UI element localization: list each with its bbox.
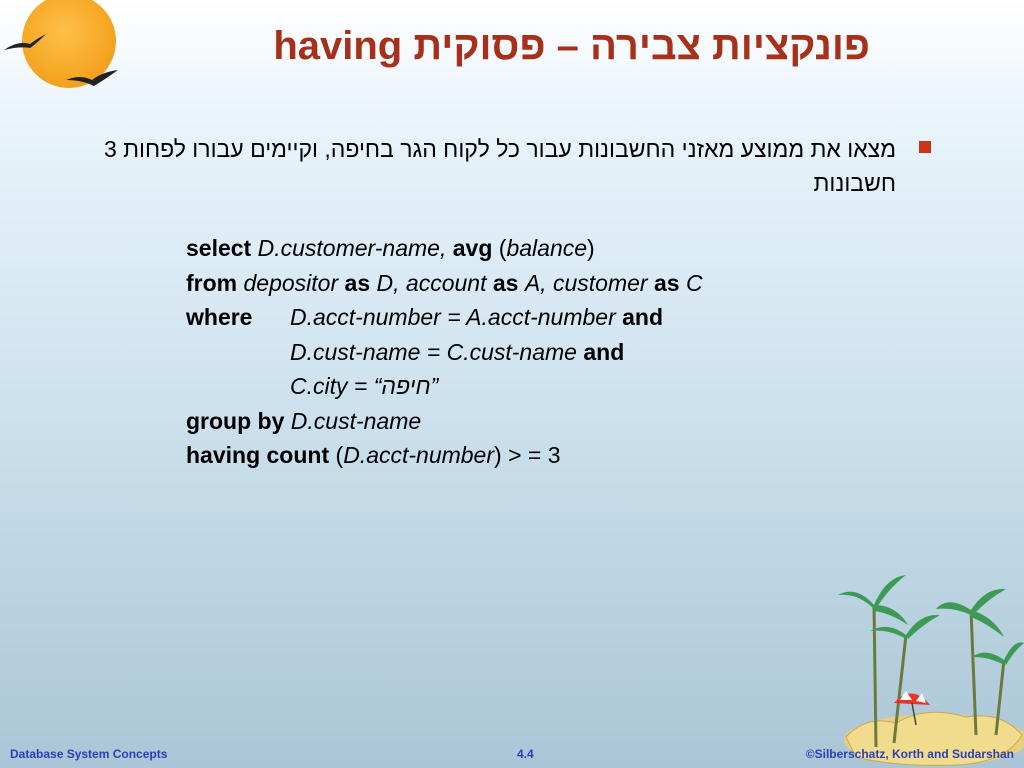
sql-keyword: as	[653, 269, 680, 296]
sql-quote: ”	[430, 373, 439, 399]
sql-keyword: from	[186, 269, 238, 296]
sql-paren: (	[335, 442, 344, 468]
sql-attribute: D.customer-name,	[257, 235, 447, 261]
sql-keyword: group by	[186, 407, 285, 434]
bullet-text: מצאו את ממוצע מאזני החשבונות עבור כל לקוח הגר בחיפה, וקיימים עבורו לפחות 3 חשבונות	[103, 136, 896, 196]
sql-relation: depositor	[243, 269, 339, 296]
footer-course-title: Database System Concepts	[10, 747, 168, 761]
sql-line-having	[186, 438, 703, 473]
sql-keyword: avg	[452, 235, 493, 261]
sql-query	[186, 231, 703, 473]
sql-relation: A, customer	[524, 269, 648, 296]
sql-line-where-2	[186, 335, 703, 370]
sql-line-select	[186, 231, 703, 266]
sql-paren: (	[498, 235, 507, 261]
sql-keyword: as	[492, 269, 519, 296]
sql-keyword: and	[583, 338, 625, 365]
sql-relation: C	[685, 269, 703, 296]
sql-line-where	[186, 300, 703, 335]
sql-attribute: D.acct-number	[343, 442, 495, 468]
sql-line-group-by	[186, 404, 703, 439]
sql-condition: D.acct-number = A.acct-number	[290, 304, 616, 330]
birds-decoration	[0, 0, 140, 100]
sql-paren: )	[494, 442, 502, 468]
sql-operator: > = 3	[508, 442, 561, 468]
bullet-item	[75, 132, 945, 202]
bird-icon	[4, 34, 46, 50]
slide-title: פונקציות צבירה – פסוקית having	[273, 24, 870, 68]
bird-icon	[66, 70, 118, 86]
sql-condition: C.city = “	[290, 373, 382, 399]
footer-slide-number: 4.4	[517, 747, 534, 761]
island-palm-icon	[836, 565, 1024, 768]
sql-relation: D, account	[376, 269, 487, 296]
sql-keyword: as	[344, 269, 371, 296]
sql-attribute: D.cust-name	[290, 407, 422, 434]
sql-keyword: where	[186, 304, 253, 330]
sql-condition: D.cust-name = C.cust-name	[290, 338, 577, 365]
sql-line-where-3	[186, 369, 703, 404]
sql-string-value: חיפה	[381, 373, 431, 399]
square-bullet-icon	[919, 141, 931, 153]
footer-copyright: ©Silberschatz, Korth and Sudarshan	[805, 747, 1014, 761]
sql-paren: )	[587, 235, 595, 261]
sql-keyword: and	[622, 304, 664, 330]
sql-keyword: having count	[186, 442, 330, 468]
sql-keyword: select	[186, 235, 252, 261]
sql-line-from	[186, 266, 703, 301]
sql-attribute: balance	[506, 235, 588, 261]
